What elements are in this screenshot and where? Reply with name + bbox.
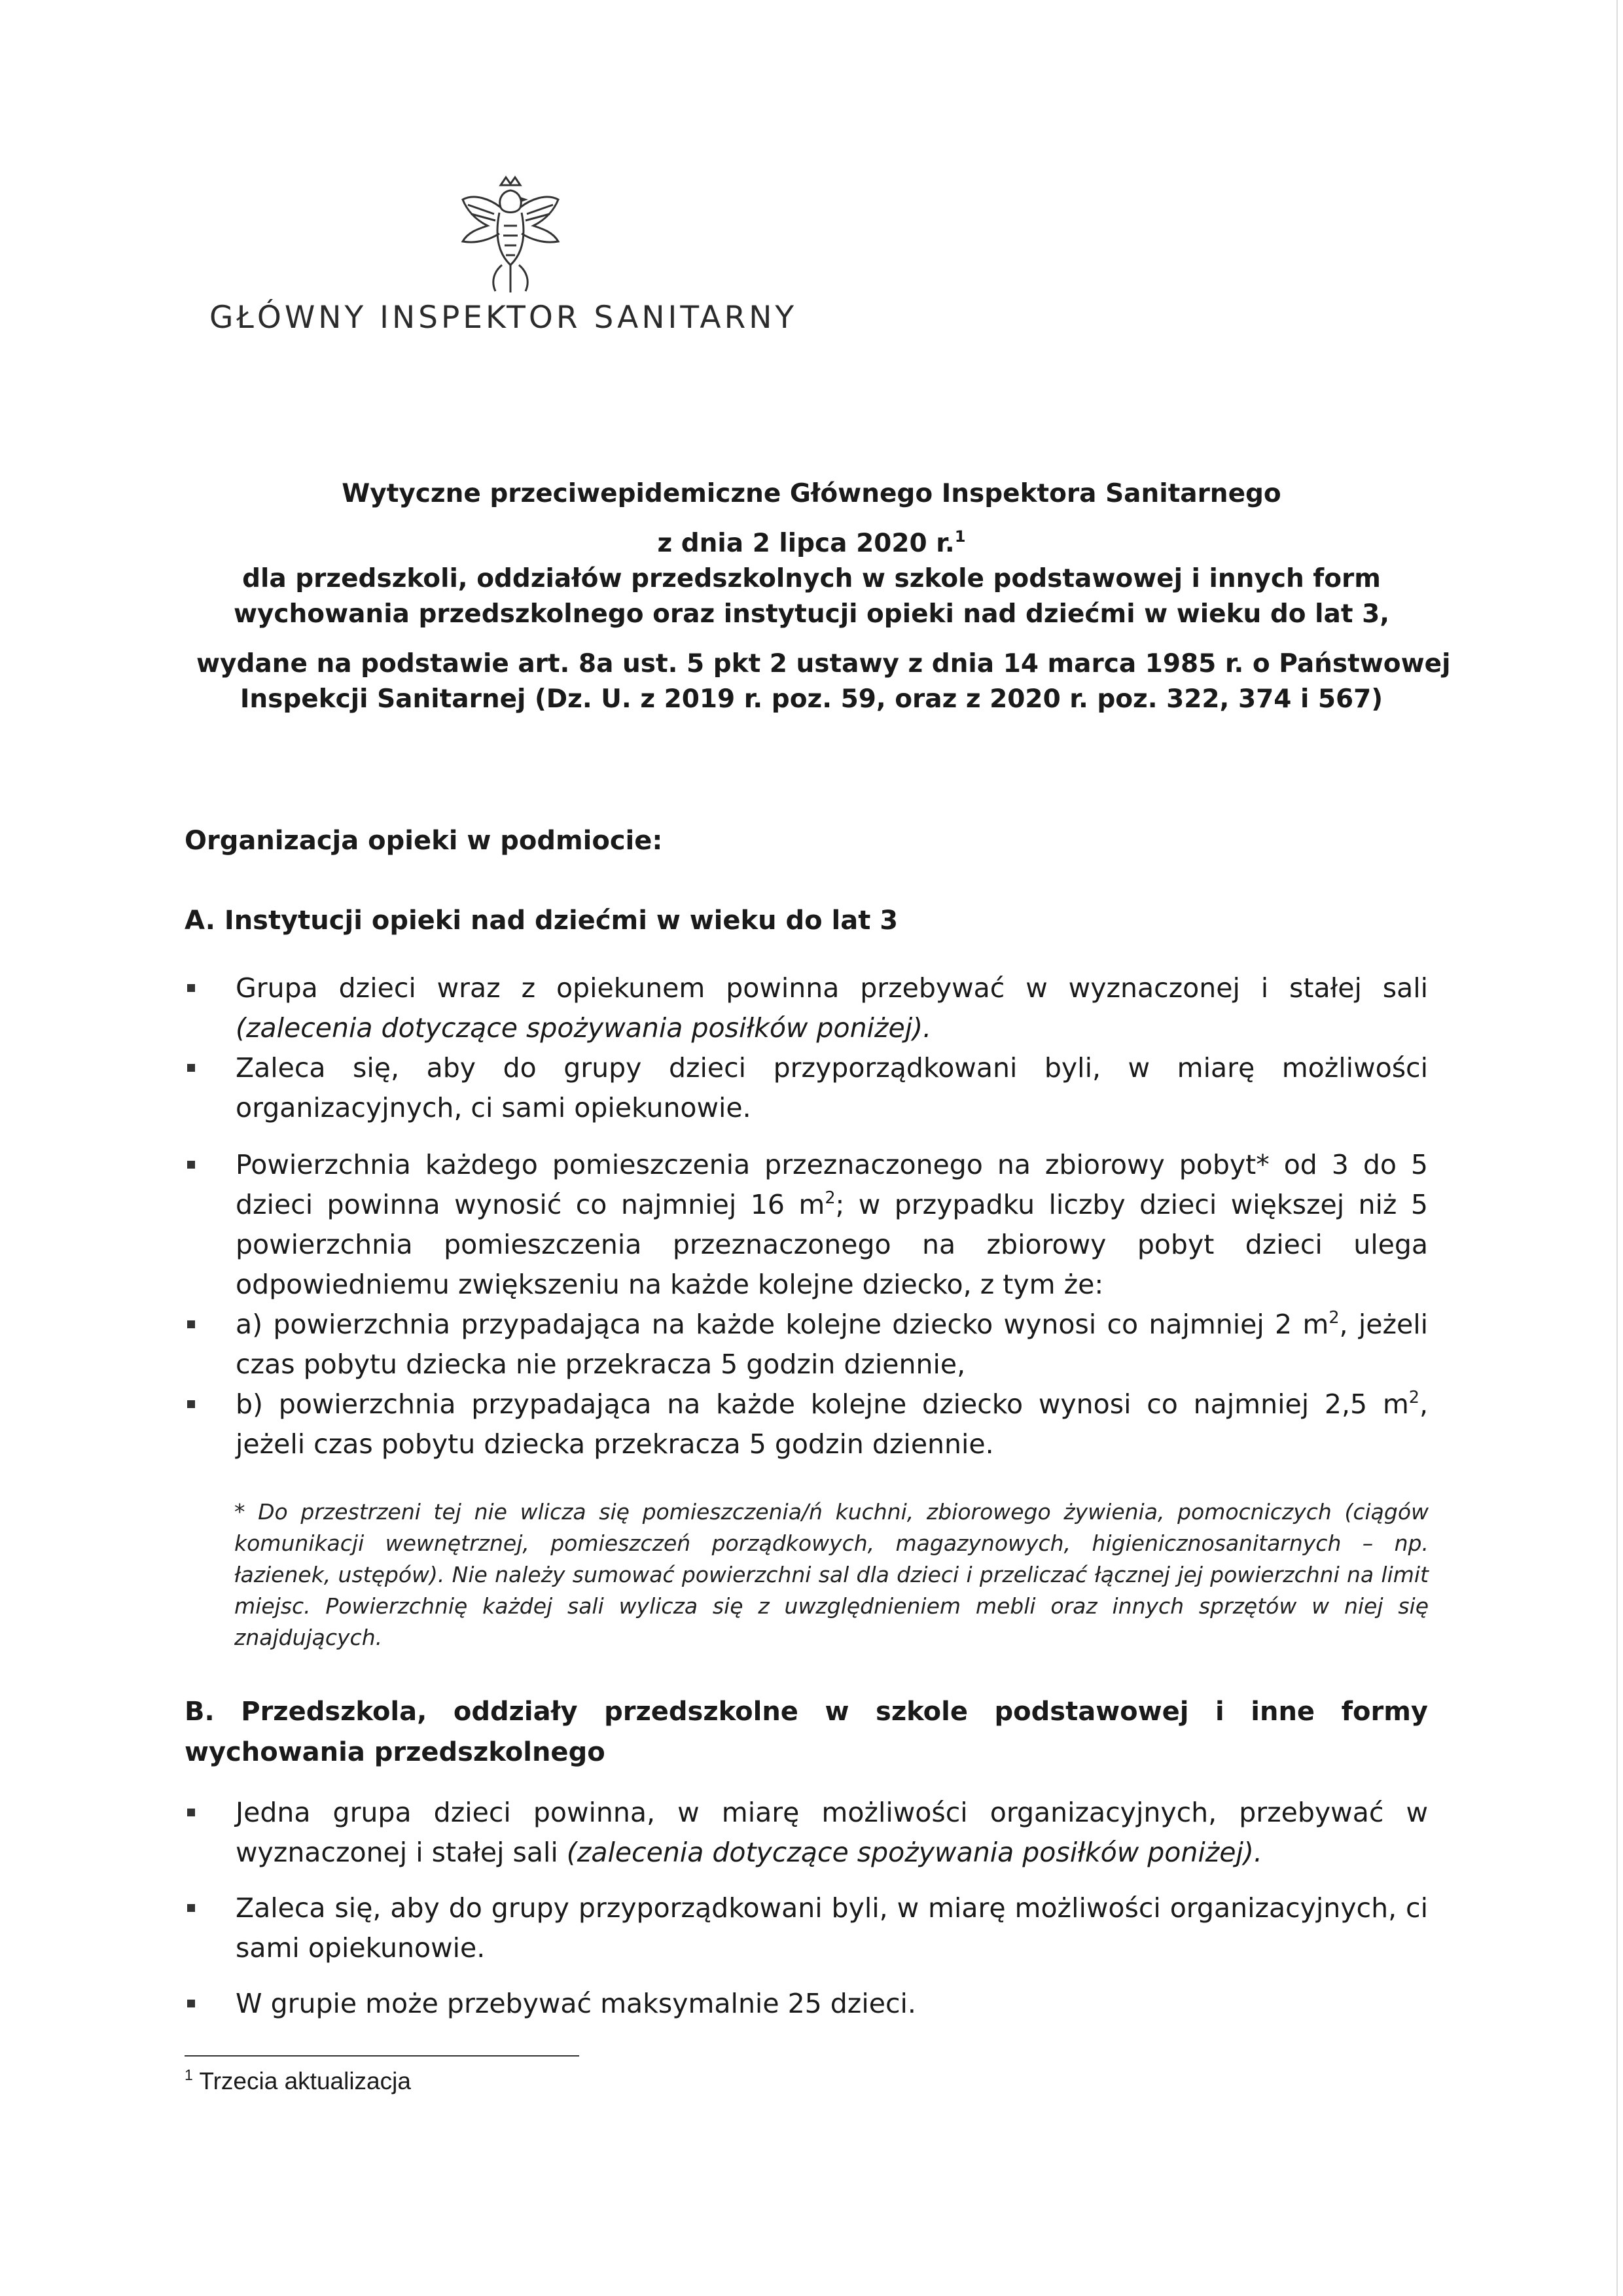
footnote-ref: 1 bbox=[954, 527, 966, 546]
bullet-icon bbox=[187, 1320, 195, 1328]
section-a-list bbox=[185, 968, 1428, 1464]
footnote bbox=[185, 2068, 411, 2095]
footnote-text: Trzecia aktualizacja bbox=[192, 2068, 411, 2094]
bullet-icon bbox=[187, 1904, 195, 1912]
bullet-icon bbox=[187, 2000, 195, 2007]
list-item: Grupa dzieci wraz z opiekunem powinna przebywać w wyznaczonej i stałej sali (zalecenia dotyczące spożywania posiłków poniżej). bbox=[185, 968, 1428, 1048]
organization-name: GŁÓWNY INSPEKTOR SANITARNY bbox=[209, 300, 798, 336]
page-edge bbox=[1616, 0, 1618, 2296]
list-item: a) powierzchnia przypadająca na każde kolejne dziecko wynosi co najmniej 2 $m^2$, jeżeli czas pobytu dziecka nie przekracza 5 godzin dziennie, bbox=[185, 1305, 1428, 1385]
document-title bbox=[196, 476, 1451, 717]
intro-heading: Organizacja opieki w podmiocie: bbox=[185, 826, 663, 856]
bullet-icon bbox=[187, 1064, 195, 1072]
list-item: Zaleca się, aby do grupy dzieci przyporządkowani byli, w miarę możliwości organizacyjnych, ci sami opiekunowie. bbox=[185, 1048, 1428, 1128]
list-item: b) powierzchnia przypadająca na każde kolejne dziecko wynosi co najmniej 2,5 $m^2$, jeżeli czas pobytu dziecka przekracza 5 godzin dziennie. bbox=[185, 1385, 1428, 1464]
bullet-icon bbox=[187, 1400, 195, 1408]
bullet-icon bbox=[187, 1161, 195, 1169]
list-item: Zaleca się, aby do grupy przyporządkowani byli, w miarę możliwości organizacyjnych, ci sami opiekunowie. bbox=[185, 1888, 1428, 1968]
list-item: Powierzchnia każdego pomieszczenia przeznaczonego na zbiorowy pobyt* od 3 do 5 dzieci powinna wynosić co najmniej 16 $m^2$; w przypadku liczby dzieci większej niż 5 powierzchnia pomieszczenia przeznaczonego na zbiorowy pobyt dzieci ulega odpowiedniemu zwiększeniu na każde kolejne dziecko, z tym że: bbox=[185, 1145, 1428, 1305]
title-line-1: Wytyczne przeciwepidemiczne Głównego Inspektora Sanitarnego bbox=[342, 479, 1281, 508]
section-b-heading: B. Przedszkola, oddziały przedszkolne w szkole podstawowej i inne formy wychowania przedszkolnego bbox=[185, 1697, 1428, 1767]
section-a-heading: A. Instytucji opieki nad dziećmi w wieku do lat 3 bbox=[185, 906, 899, 936]
title-line-3: dla przedszkoli, oddziałów przedszkolnych w szkole podstawowej i innych form bbox=[242, 564, 1381, 593]
footnote-mark: 1 bbox=[185, 2066, 193, 2083]
title-line-5: wydane na podstawie art. 8a ust. 5 pkt 2 ustawy z dnia 14 marca 1985 r. o Państwowej bbox=[196, 649, 1451, 679]
bullet-icon bbox=[187, 984, 195, 992]
bullet-icon bbox=[187, 1809, 195, 1816]
section-a-note: * Do przestrzeni tej nie wlicza się pomieszczenia/ń kuchni, zbiorowego żywienia, pomocniczych (ciągów komunikacji wewnętrznej, pomieszczeń porządkowych, magazynowych, higienicznosanitarnych – np. łazienek, ustępów). Nie należy sumować powierzchni sal dla dzieci i przeliczać łącznej jej powierzchni na limit miejsc. Powierzchnię każdej sali wylicza się z uwzględnieniem mebli oraz innych sprzętów w niej się znajdujących. bbox=[234, 1499, 1429, 1650]
title-date: z dnia 2 lipca 2020 r.$^1$ bbox=[657, 527, 966, 558]
footnote-separator bbox=[185, 2055, 579, 2057]
list-item: W grupie może przebywać maksymalnie 25 dzieci. bbox=[185, 1984, 1428, 2024]
list-item: Jedna grupa dzieci powinna, w miarę możliwości organizacyjnych, przebywać w wyznaczonej i stałej sali (zalecenia dotyczące spożywania posiłków poniżej). bbox=[185, 1793, 1428, 1873]
title-line-6: Inspekcji Sanitarnej (Dz. U. z 2019 r. poz. 59, oraz z 2020 r. poz. 322, 374 i 567) bbox=[240, 684, 1383, 714]
title-line-4: wychowania przedszkolnego oraz instytucji opieki nad dziećmi w wieku do lat 3, bbox=[233, 599, 1390, 629]
section-b-list bbox=[185, 1793, 1428, 2024]
polish-eagle-emblem-icon bbox=[455, 173, 566, 298]
